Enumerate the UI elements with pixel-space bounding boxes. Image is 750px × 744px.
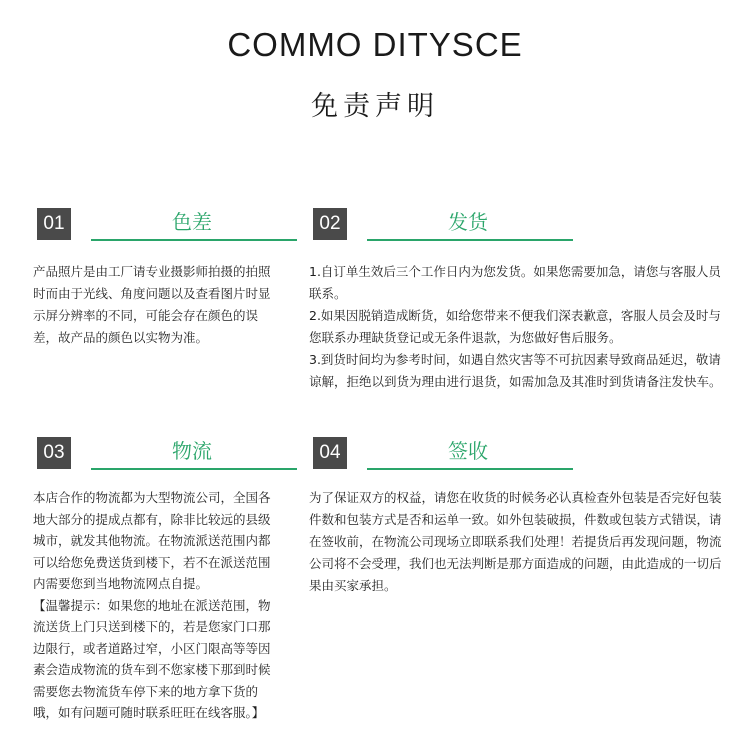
- section-paragraph: 【温馨提示：如果您的地址在派送范围，物流送货上门只送到楼下的，若是您家门口那边限行，或者道路过窄，小区门限高等等因素会造成物流的货车到不您家楼下那到时候需要您去物流货车停下来的地方拿下货的哦，如有问题可随时联系旺旺在线客服。】: [33, 597, 271, 720]
- section-underline: [91, 239, 297, 241]
- section-number-badge: 03: [37, 437, 71, 469]
- section-body: [33, 487, 275, 724]
- section-underline: [367, 239, 573, 241]
- section-paragraph: 产品照片是由工厂请专业摄影师拍摄的拍照时而由于光线、角度问题以及查看图片时显示屏分辨率的不同，可能会存在颜色的误差，故产品的颜色以实物为准。: [33, 264, 271, 345]
- page-title-en: COMMO DITYSCE: [227, 26, 523, 63]
- section-paragraph: 为了保证双方的权益，请您在收货的时候务必认真检查外包装是否完好包装件数和包装方式是否和运单一致。如外包装破损，件数或包装方式错误，请在签收前，在物流公司现场立即联系我们处理！若提货后再发现问题，物流公司将不会受理，我们也无法判断是那方面造成的问题，由此造成的一切后果由买家承担。: [309, 490, 722, 593]
- section-paragraph: 1.自订单生效后三个工作日内为您发货。如果您需要加急，请您与客服人员联系。: [309, 264, 721, 301]
- section-paragraph: 本店合作的物流都为大型物流公司，全国各地大部分的提成点都有，除非比较远的县级城市，就发其他物流。在物流派送范围内都可以给您免费送货到楼下，若不在派送范围内需要您到当地物流网点自提。: [33, 490, 271, 591]
- section-underline: [367, 468, 573, 470]
- section-body: [309, 487, 727, 597]
- section-number-badge: 04: [313, 437, 347, 469]
- section-title: 色差: [172, 210, 212, 234]
- section-title: 发货: [448, 210, 488, 234]
- section-body: [33, 261, 275, 349]
- section-paragraph: 3.到货时间均为参考时间，如遇自然灾害等不可抗因素导致商品延迟，敬请谅解，拒绝以到货为理由进行退货，如需加急及其准时到货请备注发快车。: [309, 352, 722, 389]
- section-paragraph: 2.如果因脱销造成断货，如给您带来不便我们深表歉意，客服人员会及时与您联系办理缺货登记或无条件退款，为您做好售后服务。: [309, 308, 721, 345]
- section-title: 物流: [172, 439, 212, 463]
- section-number-badge: 01: [37, 208, 71, 240]
- page-title-cn: 免责声明: [311, 91, 439, 122]
- section-body: [309, 261, 727, 393]
- section-title: 签收: [448, 439, 488, 463]
- section-number-badge: 02: [313, 208, 347, 240]
- section-underline: [91, 468, 297, 470]
